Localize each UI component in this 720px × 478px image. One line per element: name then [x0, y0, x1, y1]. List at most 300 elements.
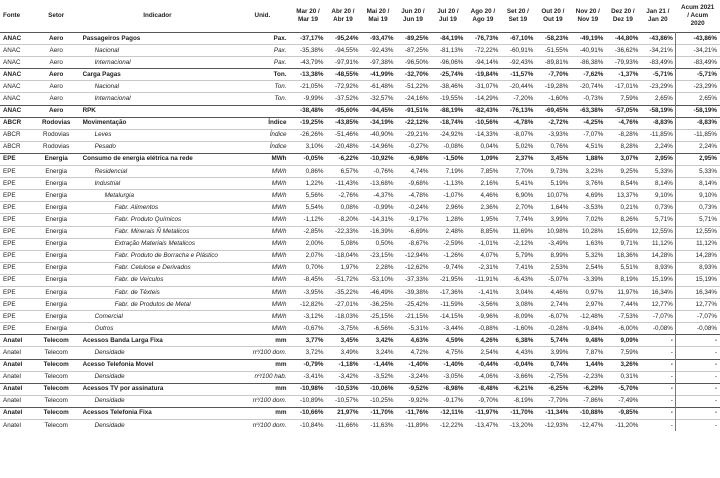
header-month-line: Mar 19	[298, 16, 318, 23]
header-month-line: Jul 20 /	[437, 8, 459, 15]
cell-value: -26,26%	[300, 131, 324, 139]
cell-value: 2,37%	[515, 155, 534, 163]
table-row	[0, 262, 720, 274]
cell-setor: Rodovias	[43, 143, 70, 151]
cell-indicador: Industrial	[94, 179, 121, 187]
cell-acum: -34,21%	[693, 46, 717, 54]
cell-value: -43,79%	[300, 58, 324, 66]
header-fonte: Fonte	[3, 12, 21, 19]
cell-indicador: Densidade	[94, 397, 125, 405]
cell-value: -0,73%	[583, 95, 604, 103]
cell-value: 5,32%	[585, 252, 604, 260]
cell-value: -10,89%	[300, 397, 324, 405]
table-row	[0, 311, 720, 323]
cell-value: 3,77%	[305, 336, 324, 344]
cell-indicador: Extração Materiais Metalicos	[114, 240, 196, 248]
cell-value: -51,46%	[335, 131, 359, 139]
cell-indicador: Acessos Banda Larga Fixa	[82, 336, 163, 344]
cell-unid: MWh	[271, 155, 287, 163]
cell-value: 7,59%	[620, 348, 639, 356]
table-row	[0, 238, 720, 250]
cell-unid: MWh	[271, 312, 287, 320]
cell-value: 1,97%	[340, 264, 359, 272]
cell-value: -25,42%	[404, 300, 429, 308]
cell-value: -1,12%	[303, 215, 324, 223]
cell-value: -19,28%	[544, 82, 569, 90]
cell-value: -11,66%	[335, 421, 359, 429]
cell-indicador: Fabr. Minerais Ñ Metalicos	[114, 228, 190, 236]
cell-value: -10,53%	[335, 385, 359, 393]
cell-indicador: Acessos Telefonia Fixa	[82, 409, 152, 417]
cell-fonte: EPE	[3, 215, 16, 223]
cell-value: 3,76%	[585, 179, 604, 187]
cell-value: -6,25%	[548, 385, 569, 393]
cell-value: -8,09%	[513, 312, 534, 320]
cell-fonte: EPE	[3, 312, 16, 320]
cell-setor: Aero	[49, 34, 64, 42]
cell-value: 2,96%	[445, 203, 464, 211]
cell-value: -1,44%	[373, 361, 394, 369]
cell-value: 4,75%	[445, 348, 464, 356]
cell-value: 0,70%	[305, 264, 324, 272]
cell-value: 10,07%	[547, 191, 569, 199]
cell-value: 1,64%	[550, 203, 569, 211]
cell-value: -21,95%	[439, 276, 464, 284]
cell-value: -1,40%	[443, 361, 464, 369]
table-row	[0, 202, 720, 214]
cell-value: 5,19%	[550, 179, 569, 187]
cell-acum: -	[714, 421, 717, 429]
cell-value: 8,85%	[480, 228, 499, 236]
cell-value: -58,19%	[640, 105, 675, 117]
cell-value: -11,97%	[475, 409, 499, 417]
cell-value: -0,76%	[373, 167, 394, 175]
cell-value: 7,41%	[515, 264, 534, 272]
cell-acum: 12,55%	[695, 228, 717, 236]
cell-value: -	[640, 347, 675, 359]
cell-value: -44,80%	[614, 34, 639, 42]
cell-value: 9,73%	[550, 167, 569, 175]
cell-value: 3,23%	[585, 167, 604, 175]
cell-value: -1,40%	[408, 361, 429, 369]
cell-value: -76,73%	[474, 34, 499, 42]
cell-value: 5,51%	[620, 264, 639, 272]
cell-value: -36,62%	[614, 46, 639, 54]
cell-value: -5,31%	[408, 324, 429, 332]
cell-indicador: Acesso Telefonia Movel	[82, 361, 154, 369]
cell-value: 7,74%	[515, 215, 534, 223]
cell-unid: nº/100 dom.	[252, 421, 287, 429]
cell-value: 10,98%	[547, 228, 569, 236]
cell-fonte: EPE	[3, 252, 16, 260]
cell-value: -48,55%	[335, 70, 359, 78]
cell-value: 9,09%	[620, 336, 639, 344]
cell-fonte: EPE	[3, 264, 16, 272]
cell-setor: Aero	[49, 46, 63, 54]
cell-value: 8,54%	[620, 179, 639, 187]
table-row	[0, 274, 720, 286]
cell-value: -1,60%	[548, 95, 569, 103]
cell-value: -69,45%	[544, 107, 569, 115]
header-month	[500, 0, 535, 33]
cell-setor: Telecom	[43, 385, 69, 393]
table-row	[0, 299, 720, 311]
cell-value: -9,68%	[408, 179, 429, 187]
cell-fonte: ANAC	[3, 107, 22, 115]
cell-value: -0,05%	[303, 155, 324, 163]
cell-value: -20,74%	[579, 82, 604, 90]
cell-value: -86,38%	[579, 58, 604, 66]
cell-acum: -	[714, 373, 717, 381]
cell-unid: MWh	[271, 215, 287, 223]
cell-value: -0,08%	[443, 143, 464, 151]
cell-value: 7,02%	[585, 215, 604, 223]
cell-value: -7,07%	[583, 131, 604, 139]
table-row	[0, 214, 720, 226]
cell-value: -6,00%	[618, 324, 639, 332]
cell-setor: Aero	[49, 82, 63, 90]
cell-value: -37,33%	[404, 276, 429, 284]
cell-value: 5,56%	[305, 191, 324, 199]
cell-fonte: EPE	[3, 191, 16, 199]
cell-value: -11,85%	[640, 129, 675, 141]
cell-value: 3,08%	[515, 300, 534, 308]
cell-value: -11,59%	[440, 300, 464, 308]
cell-acum: 9,10%	[699, 191, 717, 199]
cell-value: -19,25%	[300, 119, 324, 127]
cell-value: 15,19%	[640, 274, 675, 286]
cell-value: -8,48%	[478, 385, 499, 393]
cell-unid: mm	[275, 336, 287, 344]
cell-indicador: Fabr. Alimentos	[114, 203, 159, 211]
cell-unid: Ton.	[273, 70, 287, 78]
cell-value: -89,81%	[544, 58, 569, 66]
cell-value: 4,07%	[480, 252, 499, 260]
cell-value: 1,44%	[585, 361, 604, 369]
cell-value: -6,29%	[583, 385, 604, 393]
cell-setor: Telecom	[43, 336, 69, 344]
cell-value: 0,76%	[550, 143, 569, 151]
cell-value: 11,12%	[640, 238, 675, 250]
cell-value: -14,29%	[474, 95, 499, 103]
cell-value: -34,21%	[640, 45, 675, 57]
cell-value: -24,16%	[404, 95, 429, 103]
cell-indicador: Internacional	[94, 95, 131, 103]
cell-value: -67,10%	[509, 34, 534, 42]
cell-indicador: Fabr. Celulose e Derivados	[114, 264, 191, 272]
cell-value: 2,07%	[305, 252, 324, 260]
cell-unid: nº/100 dom.	[252, 397, 287, 405]
header-acum-line: 2020	[690, 20, 705, 27]
cell-setor: Aero	[49, 58, 63, 66]
cell-value: -0,28%	[548, 324, 569, 332]
cell-fonte: ANAC	[3, 82, 21, 90]
cell-value: -31,07%	[474, 82, 499, 90]
cell-value: -9,92%	[408, 397, 429, 405]
cell-value: 3,99%	[550, 215, 569, 223]
cell-value: -9,84%	[583, 324, 604, 332]
cell-value: 3,42%	[375, 336, 394, 344]
cell-acum: 8,93%	[699, 264, 717, 272]
cell-value: 8,19%	[620, 276, 639, 284]
cell-value: -2,23%	[583, 373, 604, 381]
cell-fonte: ANAC	[3, 58, 21, 66]
cell-unid: nº/100 hab.	[254, 373, 287, 381]
cell-value: -5,07%	[548, 276, 569, 284]
cell-value: 3,07%	[620, 155, 639, 163]
cell-indicador: Densidade	[94, 348, 125, 356]
cell-fonte: ANAC	[3, 95, 21, 103]
cell-value: 4,59%	[445, 336, 464, 344]
cell-value: -3,12%	[303, 312, 324, 320]
cell-indicador: Metalurgia	[104, 191, 134, 199]
cell-setor: Energia	[45, 312, 68, 320]
cell-unid: Pax.	[273, 46, 287, 54]
cell-value: -4,25%	[583, 119, 604, 127]
cell-value: -4,78%	[513, 119, 534, 127]
cell-value: 2,70%	[515, 203, 534, 211]
cell-value: -20,48%	[335, 143, 359, 151]
cell-value: -6,22%	[338, 155, 359, 163]
cell-acum: 2,95%	[699, 155, 717, 163]
cell-value: -7,07%	[640, 311, 675, 323]
cell-value: -10,56%	[474, 119, 499, 127]
cell-value: -1,26%	[443, 252, 464, 260]
cell-fonte: EPE	[3, 300, 16, 308]
cell-value: -10,98%	[300, 385, 324, 393]
cell-setor: Telecom	[44, 373, 68, 381]
cell-value: -38,48%	[300, 107, 324, 115]
cell-value: 0,73%	[640, 202, 675, 214]
cell-value: -12,94%	[404, 252, 429, 260]
cell-value: -	[640, 383, 675, 395]
cell-value: 18,36%	[616, 252, 639, 260]
header-month-line: Set 19	[508, 16, 528, 23]
cell-value: -4,78%	[408, 191, 429, 199]
cell-value: 21,97%	[337, 409, 359, 417]
cell-value: -12,93%	[544, 421, 569, 429]
cell-value: 1,28%	[445, 215, 464, 223]
cell-value: 4,46%	[480, 191, 499, 199]
cell-indicador: Carga Pagas	[82, 70, 121, 78]
cell-value: 4,74%	[410, 167, 429, 175]
header-acum	[675, 0, 720, 33]
cell-setor: Aero	[49, 95, 63, 103]
table-row	[0, 226, 720, 238]
cell-acum: -	[714, 409, 717, 417]
cell-acum: -	[714, 348, 717, 356]
cell-fonte: Anatel	[3, 397, 21, 405]
header-month-line: Abr 19	[333, 16, 353, 23]
cell-value: -8,83%	[640, 117, 675, 129]
cell-setor: Aero	[49, 70, 64, 78]
cell-acum: 14,28%	[695, 252, 717, 260]
cell-value: 4,69%	[585, 191, 604, 199]
cell-value: -61,48%	[369, 82, 394, 90]
header-month-line: Nov 19	[577, 16, 599, 23]
header-month	[360, 0, 395, 33]
cell-value: 1,88%	[585, 155, 604, 163]
cell-value: -84,19%	[439, 34, 464, 42]
cell-value: -88,19%	[439, 107, 464, 115]
cell-value: -1,41%	[478, 288, 499, 296]
cell-value: 2,00%	[305, 240, 324, 248]
cell-acum: -	[714, 336, 717, 344]
cell-value: -5,70%	[618, 385, 639, 393]
cell-value: -95,24%	[335, 34, 359, 42]
cell-value: -18,03%	[335, 312, 359, 320]
cell-value: 3,99%	[550, 348, 569, 356]
table-row	[0, 129, 720, 141]
cell-value: -1,37%	[618, 70, 639, 78]
cell-value: -43,85%	[335, 119, 359, 127]
cell-value: -2,76%	[338, 191, 359, 199]
cell-fonte: Anatel	[3, 373, 21, 381]
cell-indicador: Fabr. Produto de Borracha e Plástico	[114, 252, 218, 260]
cell-unid	[234, 105, 290, 117]
cell-fonte: EPE	[3, 240, 16, 248]
cell-setor: Rodovias	[43, 131, 70, 139]
cell-value: 0,86%	[305, 167, 324, 175]
cell-value: -97,38%	[369, 58, 394, 66]
cell-value: -60,91%	[509, 46, 534, 54]
cell-indicador: Movimentação	[82, 119, 127, 127]
cell-value: -14,96%	[369, 143, 394, 151]
cell-value: -0,08%	[640, 323, 675, 335]
cell-value: 0,97%	[585, 288, 604, 296]
cell-value: 5,02%	[515, 143, 534, 151]
cell-value: -40,90%	[369, 131, 394, 139]
cell-acum: -7,07%	[697, 312, 717, 320]
cell-value: -11,43%	[335, 179, 359, 187]
cell-fonte: Anatel	[3, 421, 21, 429]
cell-fonte: EPE	[3, 288, 16, 296]
cell-value: -3,05%	[443, 373, 464, 381]
cell-value: -76,13%	[509, 107, 534, 115]
cell-value: 6,38%	[515, 336, 534, 344]
cell-fonte: EPE	[3, 228, 16, 236]
cell-indicador: RPK	[82, 107, 96, 115]
cell-setor: Energia	[45, 288, 68, 296]
cell-value: 0,50%	[375, 240, 394, 248]
header-month	[430, 0, 465, 33]
table-row	[0, 323, 720, 335]
cell-value: 8,26%	[620, 215, 639, 223]
cell-value: -12,11%	[440, 409, 464, 417]
cell-value: -92,43%	[509, 58, 534, 66]
cell-value: 2,53%	[550, 264, 569, 272]
cell-fonte: EPE	[3, 324, 16, 332]
cell-value: -3,39%	[583, 276, 604, 284]
cell-value: -	[640, 359, 675, 371]
cell-fonte: ANAC	[3, 34, 22, 42]
cell-value: -	[640, 335, 675, 347]
cell-value: -9,52%	[408, 385, 429, 393]
cell-value: -1,01%	[478, 240, 499, 248]
cell-value: -8,19%	[513, 397, 534, 405]
cell-unid: MWh	[271, 203, 287, 211]
cell-value: 0,08%	[340, 203, 359, 211]
cell-value: 4,26%	[480, 336, 499, 344]
cell-value: 8,14%	[640, 178, 675, 190]
cell-value: -4,76%	[618, 119, 639, 127]
cell-value: -16,39%	[369, 228, 394, 236]
cell-value: -41,99%	[369, 70, 394, 78]
cell-value: 2,97%	[585, 300, 604, 308]
cell-setor: Energia	[45, 228, 68, 236]
cell-value: 4,43%	[515, 348, 534, 356]
cell-value: 2,54%	[585, 264, 604, 272]
cell-value: -7,49%	[618, 397, 639, 405]
cell-acum: 15,19%	[695, 276, 717, 284]
cell-value: -3,75%	[338, 324, 359, 332]
cell-value: 4,51%	[585, 143, 604, 151]
cell-value: -22,33%	[335, 228, 359, 236]
cell-value: 12,55%	[640, 226, 675, 238]
cell-value: -12,82%	[300, 300, 324, 308]
cell-value: -34,19%	[369, 119, 394, 127]
cell-value: -10,66%	[300, 409, 324, 417]
cell-value: 4,46%	[550, 288, 569, 296]
cell-value: -14,15%	[439, 312, 464, 320]
cell-value: -21,05%	[300, 82, 324, 90]
cell-value: 7,87%	[585, 348, 604, 356]
cell-value: 3,45%	[340, 336, 359, 344]
cell-value: -94,45%	[369, 107, 394, 115]
cell-indicador: Comercial	[94, 312, 123, 320]
cell-unid: MWh	[271, 288, 287, 296]
cell-value: 16,34%	[640, 286, 675, 298]
cell-setor: Energia	[45, 191, 68, 199]
cell-value: -38,46%	[439, 82, 464, 90]
cell-fonte: Anatel	[3, 361, 23, 369]
cell-value: -1,13%	[443, 179, 464, 187]
table-row	[0, 166, 720, 178]
cell-value: 0,21%	[620, 203, 639, 211]
cell-value: -9,74%	[443, 264, 464, 272]
cell-acum: -58,19%	[693, 107, 717, 115]
cell-value: -11,89%	[405, 421, 429, 429]
cell-value: -7,86%	[583, 397, 604, 405]
cell-value: -9,70%	[478, 397, 499, 405]
cell-value: 6,90%	[515, 191, 534, 199]
cell-value: -96,50%	[404, 58, 429, 66]
cell-value: -27,01%	[335, 300, 359, 308]
cell-value: 9,48%	[585, 336, 604, 344]
table-row	[0, 383, 720, 395]
cell-fonte: ABCR	[3, 131, 21, 139]
cell-fonte: ANAC	[3, 70, 22, 78]
header-month-line: Jul 19	[439, 16, 457, 23]
cell-value: -72,92%	[335, 82, 359, 90]
cell-value: -20,44%	[509, 82, 534, 90]
cell-unid: mm	[275, 361, 287, 369]
cell-value: -82,43%	[474, 107, 499, 115]
cell-value: 7,59%	[620, 95, 639, 103]
cell-unid: Índice	[269, 143, 287, 151]
cell-setor: Energia	[45, 167, 68, 175]
cell-value: -0,27%	[408, 143, 429, 151]
table-header	[0, 0, 720, 33]
header-month-line: Set 20 /	[506, 8, 529, 15]
cell-value: -12,47%	[579, 421, 604, 429]
header-setor: Setor	[48, 12, 65, 19]
cell-value: 1,63%	[585, 240, 604, 248]
cell-value: 5,33%	[640, 166, 675, 178]
cell-value: -6,69%	[408, 228, 429, 236]
cell-value: -94,55%	[335, 46, 359, 54]
cell-unid: nº/100 dom.	[252, 348, 287, 356]
